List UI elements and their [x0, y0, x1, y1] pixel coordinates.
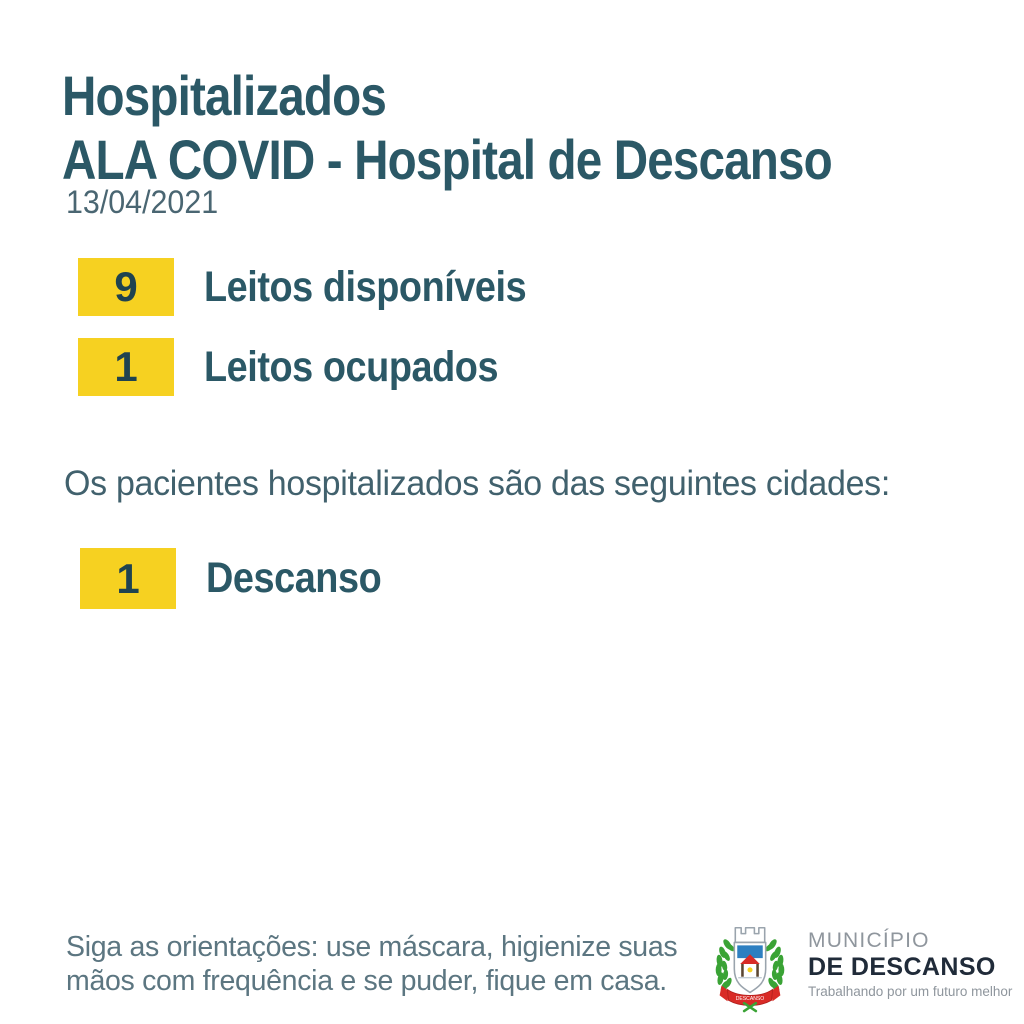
- cities-intro-text: Os pacientes hospitalizados são das seguintes cidades:: [64, 464, 891, 503]
- logo-tagline: Trabalhando por um futuro melhor: [808, 984, 1013, 1000]
- page-subtitle: ALA COVID - Hospital de Descanso: [62, 128, 832, 191]
- municipality-logo: [701, 915, 1012, 1013]
- stat-row-occupied-beds: [78, 338, 538, 396]
- logo-org-name-line2: DE DESCANSO: [808, 953, 996, 982]
- stat-value-badge: 1: [78, 338, 174, 396]
- stat-label: Leitos disponíveis: [204, 262, 527, 311]
- crest-ribbon-text: DESCANSO: [735, 995, 765, 1002]
- coat-of-arms-icon: [701, 915, 799, 1013]
- stat-label: Leitos ocupados: [204, 342, 499, 391]
- logo-text-block: [808, 929, 1012, 998]
- page-title: Hospitalizados: [62, 64, 386, 127]
- stat-value-badge: 9: [78, 258, 174, 316]
- stat-row-available-beds: [78, 258, 570, 316]
- city-count-badge: 1: [80, 548, 176, 609]
- report-date: 13/04/2021: [66, 184, 219, 220]
- city-label: Descanso: [206, 554, 382, 602]
- guidance-text: Siga as orientações: use máscara, higienize suas mãos com frequência e se puder, fique em casa.: [66, 931, 678, 998]
- city-row-descanso: [80, 548, 405, 609]
- logo-org-name-line1: MUNICÍPIO: [808, 929, 930, 953]
